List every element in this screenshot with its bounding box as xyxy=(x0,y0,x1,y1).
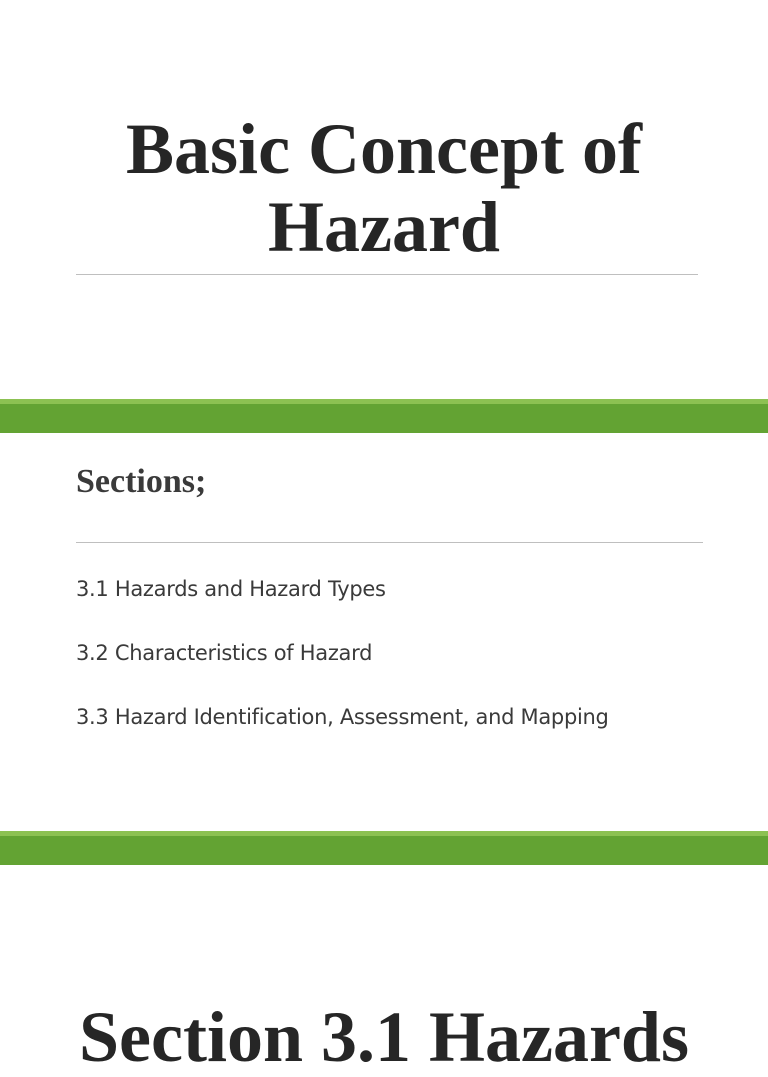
section-item: 3.3 Hazard Identification, Assessment, and Mapping xyxy=(76,705,609,729)
sections-heading: Sections; xyxy=(76,463,207,500)
title-divider xyxy=(76,274,698,275)
slide-title-line-2: Hazard xyxy=(268,187,500,267)
slide-title xyxy=(0,110,768,266)
slide-title-line-1: Basic Concept of xyxy=(126,109,642,189)
slide-separator-band xyxy=(0,399,768,433)
section-item: 3.1 Hazards and Hazard Types xyxy=(76,577,386,601)
sections-list xyxy=(76,572,609,764)
band-highlight xyxy=(0,399,768,404)
sections-divider xyxy=(76,542,703,543)
band-highlight xyxy=(0,831,768,836)
slide-3-title: Section 3.1 Hazards xyxy=(79,997,689,1077)
slide-separator-band xyxy=(0,831,768,865)
section-item: 3.2 Characteristics of Hazard xyxy=(76,641,373,665)
